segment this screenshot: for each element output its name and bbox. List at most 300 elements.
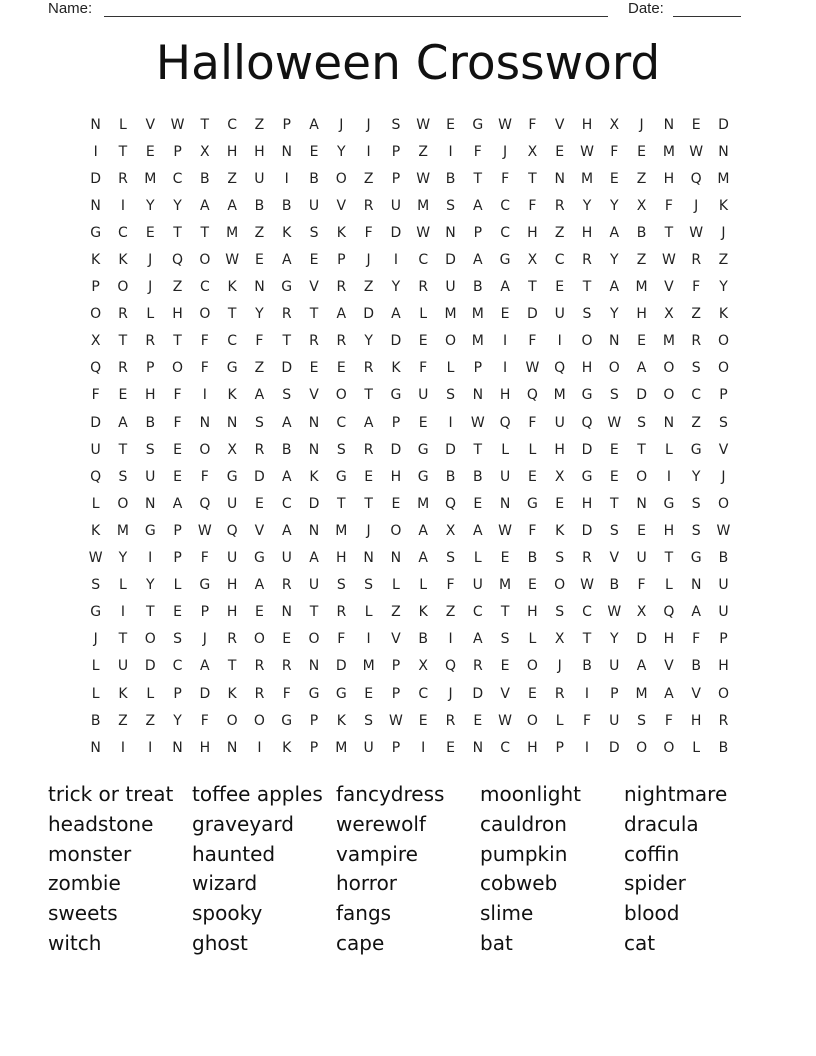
grid-letter: F — [173, 387, 182, 404]
grid-letter: E — [309, 143, 319, 160]
grid-letter: D — [445, 252, 456, 269]
grid-letter: E — [118, 387, 128, 404]
grid-letter: S — [609, 522, 619, 539]
grid-letter: I — [448, 631, 453, 648]
grid-letter: R — [254, 441, 265, 458]
grid-letter: W — [170, 116, 185, 133]
grid-letter: H — [390, 468, 402, 485]
grid-letter: R — [281, 306, 292, 323]
grid-letter: T — [473, 170, 483, 187]
grid-letter: O — [335, 170, 347, 187]
grid-letter: E — [336, 360, 346, 377]
grid-letter: O — [663, 739, 675, 756]
grid-letter: P — [391, 414, 401, 431]
grid-letter: P — [391, 739, 401, 756]
grid-letter: F — [446, 577, 455, 594]
grid-letter: T — [664, 224, 674, 241]
grid-letter: D — [390, 441, 402, 458]
grid-letter: T — [664, 550, 674, 567]
grid-letter: T — [118, 333, 128, 350]
grid-letter: P — [173, 143, 182, 160]
grid-letter: X — [636, 604, 647, 621]
grid-letter: J — [202, 631, 207, 648]
grid-letter: K — [555, 522, 565, 539]
page-title: Halloween Crossword — [155, 36, 661, 91]
grid-letter: E — [173, 468, 182, 485]
grid-letter: T — [610, 495, 619, 512]
grid-letter: C — [118, 224, 128, 241]
grid-letter: D — [527, 306, 538, 323]
grid-letter: N — [254, 279, 265, 296]
grid-letter: H — [336, 550, 347, 567]
grid-letter: S — [282, 387, 292, 404]
grid-letter: G — [90, 604, 102, 621]
grid-letter: Y — [719, 279, 728, 296]
word-list-item: cape — [336, 930, 385, 955]
grid-letter: B — [309, 170, 319, 187]
grid-letter: W — [498, 522, 513, 539]
grid-letter: G — [663, 495, 675, 512]
grid-letter: F — [528, 414, 537, 431]
grid-letter: N — [663, 414, 675, 431]
grid-letter: W — [88, 550, 103, 567]
grid-letter: M — [499, 577, 512, 594]
grid-letter: U — [499, 468, 511, 485]
grid-letter: S — [118, 468, 128, 485]
grid-letter: V — [309, 279, 319, 296]
grid-letter: Y — [145, 197, 155, 214]
grid-letter: K — [282, 739, 292, 756]
grid-letter: Y — [337, 143, 346, 160]
grid-letter: N — [90, 739, 101, 756]
grid-letter: V — [554, 116, 565, 133]
grid-letter: I — [120, 197, 126, 214]
grid-letter: A — [281, 414, 292, 431]
grid-letter: R — [582, 550, 592, 567]
grid-letter: A — [200, 658, 210, 675]
grid-letter: H — [172, 306, 183, 323]
grid-letter: B — [718, 550, 729, 567]
grid-letter: I — [148, 550, 153, 567]
grid-letter: M — [717, 170, 730, 187]
word-list-item: cauldron — [480, 811, 567, 836]
grid-letter: D — [608, 739, 620, 756]
grid-letter: R — [554, 197, 565, 214]
word-list-item: pumpkin — [480, 841, 568, 866]
grid-letter: I — [393, 252, 398, 269]
grid-letter: J — [721, 468, 726, 485]
grid-letter: I — [93, 143, 98, 160]
grid-letter: G — [499, 252, 511, 269]
grid-letter: H — [199, 739, 211, 756]
grid-letter: A — [391, 306, 401, 323]
grid-letter: Z — [363, 170, 374, 187]
grid-letter: H — [226, 577, 238, 594]
grid-letter: L — [664, 577, 673, 594]
grid-letter: X — [664, 306, 674, 323]
grid-letter: U — [609, 712, 620, 729]
grid-letter: K — [336, 224, 346, 241]
grid-letter: A — [281, 468, 292, 485]
grid-letter: A — [500, 279, 510, 296]
grid-letter: H — [254, 143, 265, 160]
grid-letter: Z — [691, 306, 701, 323]
grid-letter: B — [527, 550, 538, 567]
grid-letter: L — [692, 739, 701, 756]
grid-letter: R — [336, 279, 347, 296]
grid-letter: W — [498, 116, 513, 133]
grid-letter: K — [418, 604, 428, 621]
word-list-item: moonlight — [480, 782, 581, 806]
grid-letter: K — [91, 252, 101, 269]
grid-letter: N — [145, 495, 156, 512]
grid-letter: D — [281, 360, 293, 377]
grid-letter: I — [448, 414, 453, 431]
grid-letter: E — [364, 685, 374, 702]
grid-letter: U — [418, 387, 429, 404]
grid-letter: E — [609, 170, 619, 187]
grid-letter: V — [500, 685, 510, 702]
grid-letter: E — [637, 522, 647, 539]
grid-letter: O — [717, 495, 729, 512]
grid-letter: M — [471, 333, 484, 350]
grid-letter: F — [692, 279, 701, 296]
word-list-item: toffee apples — [192, 782, 323, 806]
grid-letter: H — [636, 306, 647, 323]
grid-letter: Z — [636, 170, 647, 187]
grid-letter: W — [498, 712, 513, 729]
grid-letter: X — [418, 658, 428, 675]
grid-letter: L — [664, 441, 673, 458]
grid-letter: S — [691, 360, 701, 377]
grid-letter: R — [227, 631, 237, 648]
grid-letter: I — [148, 739, 153, 756]
grid-letter: T — [637, 441, 646, 458]
grid-letter: E — [637, 333, 647, 350]
grid-letter: R — [418, 279, 429, 296]
grid-letter: E — [500, 658, 510, 675]
grid-letter: W — [607, 414, 622, 431]
grid-letter: Q — [172, 252, 184, 269]
grid-letter: P — [282, 116, 291, 133]
grid-letter: W — [716, 522, 731, 539]
grid-letter: A — [473, 252, 483, 269]
grid-letter: E — [691, 116, 701, 133]
grid-letter: O — [636, 468, 648, 485]
grid-letter: T — [528, 170, 537, 187]
grid-letter: H — [581, 495, 593, 512]
grid-letter: A — [281, 252, 292, 269]
grid-letter: W — [416, 224, 431, 241]
grid-letter: E — [255, 495, 264, 512]
grid-letter: D — [90, 170, 102, 187]
grid-letter: R — [309, 333, 319, 350]
grid-letter: A — [418, 550, 428, 567]
grid-letter: E — [527, 468, 537, 485]
grid-letter: P — [719, 631, 728, 648]
grid-letter: S — [309, 224, 319, 241]
grid-letter: U — [609, 658, 620, 675]
grid-letter: O — [253, 631, 265, 648]
grid-letter: K — [227, 387, 237, 404]
grid-letter: O — [717, 333, 729, 350]
grid-letter: X — [554, 631, 565, 648]
grid-letter: D — [718, 116, 729, 133]
grid-letter: U — [445, 279, 456, 296]
grid-letter: Q — [90, 360, 102, 377]
grid-letter: N — [226, 739, 238, 756]
grid-letter: R — [281, 577, 292, 594]
grid-letter: L — [419, 306, 428, 323]
grid-letter: H — [527, 224, 538, 241]
grid-letter: V — [609, 550, 620, 567]
grid-letter: F — [610, 143, 619, 160]
word-list-item: haunted — [192, 841, 276, 866]
word-list-item: horror — [336, 871, 398, 896]
grid-letter: T — [118, 143, 128, 160]
grid-letter: G — [690, 441, 702, 458]
grid-letter: O — [608, 360, 620, 377]
grid-letter: Q — [554, 360, 566, 377]
grid-letter: N — [363, 550, 374, 567]
grid-letter: H — [554, 441, 565, 458]
grid-letter: E — [555, 495, 565, 512]
grid-letter: G — [690, 550, 702, 567]
word-list-item: bat — [480, 930, 513, 955]
grid-letter: E — [173, 604, 182, 621]
grid-letter: A — [418, 522, 428, 539]
grid-letter: A — [473, 522, 483, 539]
grid-letter: H — [581, 224, 593, 241]
grid-letter: I — [557, 333, 562, 350]
grid-letter: B — [473, 279, 483, 296]
grid-letter: M — [662, 143, 675, 160]
word-list-item: spooky — [192, 901, 263, 926]
grid-letter: J — [694, 197, 699, 214]
grid-letter: N — [445, 224, 456, 241]
grid-letter: V — [718, 441, 729, 458]
grid-letter: S — [446, 197, 455, 214]
grid-letter: T — [309, 306, 319, 323]
grid-letter: Z — [363, 279, 374, 296]
grid-letter: M — [335, 739, 348, 756]
grid-letter: O — [199, 306, 211, 323]
grid-letter: E — [637, 143, 647, 160]
grid-letter: Q — [90, 468, 102, 485]
grid-letter: D — [90, 414, 102, 431]
grid-letter: U — [90, 441, 101, 458]
grid-letter: Z — [554, 224, 565, 241]
grid-letter: Z — [445, 604, 456, 621]
grid-letter: Y — [391, 279, 401, 296]
grid-letter: V — [254, 522, 265, 539]
grid-letter: S — [555, 550, 565, 567]
grid-letter: P — [473, 224, 483, 241]
word-list-item: vampire — [336, 841, 418, 866]
grid-letter: C — [199, 279, 210, 296]
grid-letter: D — [335, 658, 347, 675]
grid-letter: Q — [444, 495, 457, 512]
grid-letter: Q — [199, 495, 211, 512]
grid-letter: E — [391, 495, 401, 512]
grid-letter: R — [554, 685, 565, 702]
grid-letter: Z — [145, 712, 156, 729]
grid-letter: U — [308, 577, 320, 594]
grid-letter: A — [254, 577, 265, 594]
grid-letter: F — [173, 414, 182, 431]
grid-letter: E — [527, 685, 537, 702]
grid-letter: K — [227, 279, 237, 296]
grid-letter: V — [664, 279, 674, 296]
grid-letter: W — [525, 360, 540, 377]
grid-letter: Z — [254, 224, 265, 241]
grid-letter: Q — [499, 414, 511, 431]
grid-letter: G — [472, 116, 484, 133]
grid-letter: F — [337, 631, 346, 648]
grid-letter: L — [91, 685, 100, 702]
grid-letter: S — [91, 577, 101, 594]
grid-letter: G — [90, 224, 102, 241]
grid-letter: Y — [255, 306, 264, 323]
grid-letter: V — [664, 658, 674, 675]
grid-letter: W — [388, 712, 403, 729]
grid-letter: B — [473, 468, 483, 485]
grid-letter: D — [363, 306, 374, 323]
grid-letter: T — [282, 333, 291, 350]
grid-letter: B — [636, 224, 647, 241]
grid-letter: M — [116, 522, 129, 539]
grid-letter: A — [281, 522, 292, 539]
grid-letter: H — [581, 116, 593, 133]
grid-letter: P — [473, 360, 483, 377]
grid-letter: T — [118, 631, 128, 648]
grid-letter: X — [554, 468, 565, 485]
grid-letter: E — [282, 631, 292, 648]
grid-letter: N — [308, 658, 320, 675]
grid-letter: T — [364, 387, 373, 404]
grid-letter: K — [391, 360, 401, 377]
grid-letter: F — [282, 685, 291, 702]
grid-letter: U — [390, 197, 402, 214]
grid-letter: S — [582, 306, 592, 323]
header-fields — [48, 0, 748, 20]
word-list-item: monster — [48, 841, 132, 866]
grid-letter: A — [309, 116, 319, 133]
grid-letter: C — [418, 252, 429, 269]
word-list-item: trick or treat — [48, 782, 174, 806]
grid-letter: Y — [582, 197, 592, 214]
grid-letter: G — [226, 360, 238, 377]
grid-letter: O — [581, 333, 593, 350]
grid-letter: U — [718, 604, 729, 621]
grid-letter: K — [118, 685, 128, 702]
grid-letter: P — [91, 279, 100, 296]
grid-letter: F — [200, 712, 209, 729]
grid-letter: G — [390, 387, 402, 404]
grid-letter: N — [718, 143, 729, 160]
grid-letter: N — [308, 414, 320, 431]
grid-letter: E — [173, 441, 182, 458]
grid-letter: P — [610, 685, 619, 702]
grid-letter: W — [225, 252, 240, 269]
grid-letter: U — [308, 197, 320, 214]
grid-letter: L — [392, 577, 400, 594]
grid-letter: R — [363, 360, 374, 377]
grid-letter: S — [145, 441, 155, 458]
grid-letter: G — [417, 441, 429, 458]
grid-letter: F — [473, 143, 482, 160]
grid-letter: F — [528, 116, 537, 133]
grid-letter: V — [309, 387, 319, 404]
grid-letter: E — [309, 360, 319, 377]
grid-letter: W — [580, 143, 594, 160]
grid-letter: S — [254, 414, 264, 431]
grid-letter: L — [146, 685, 155, 702]
grid-letter: G — [199, 577, 211, 594]
grid-letter: X — [527, 252, 538, 269]
grid-letter: E — [364, 468, 374, 485]
grid-letter: S — [691, 495, 701, 512]
grid-letter: O — [226, 712, 238, 729]
grid-letter: Z — [172, 279, 183, 296]
grid-letter: C — [691, 387, 702, 404]
grid-letter: Y — [691, 468, 701, 485]
grid-letter: Y — [610, 197, 619, 214]
grid-letter: B — [445, 468, 456, 485]
grid-letter: N — [636, 495, 647, 512]
grid-letter: P — [391, 658, 401, 675]
grid-letter: K — [718, 306, 729, 323]
grid-letter: I — [666, 468, 671, 485]
grid-letter: Q — [690, 170, 702, 187]
grid-letter: R — [145, 333, 156, 350]
grid-letter: P — [309, 739, 319, 756]
grid-letter: S — [336, 441, 346, 458]
word-list-item: cobweb — [480, 871, 558, 896]
grid-letter: I — [421, 739, 426, 756]
grid-letter: G — [417, 468, 429, 485]
grid-letter: F — [200, 550, 209, 567]
grid-letter: D — [390, 333, 402, 350]
grid-letter: G — [254, 550, 265, 567]
date-blank-line — [673, 16, 741, 17]
grid-letter: D — [636, 631, 647, 648]
grid-letter: P — [309, 712, 319, 729]
grid-letter: W — [689, 143, 704, 160]
grid-letter: F — [637, 577, 646, 594]
grid-letter: T — [227, 658, 237, 675]
grid-letter: N — [281, 604, 292, 621]
grid-letter: X — [200, 143, 210, 160]
grid-letter: C — [281, 495, 292, 512]
grid-letter: O — [526, 658, 538, 675]
grid-letter: B — [718, 739, 729, 756]
grid-letter: N — [690, 577, 702, 594]
grid-letter: S — [336, 577, 346, 594]
grid-letter: Y — [610, 631, 619, 648]
grid-letter: P — [391, 170, 401, 187]
grid-letter: E — [446, 116, 455, 133]
grid-letter: A — [691, 604, 701, 621]
grid-letter: D — [308, 495, 320, 512]
grid-letter: U — [636, 550, 647, 567]
grid-letter: I — [202, 387, 207, 404]
grid-letter: D — [636, 387, 647, 404]
grid-letter: B — [200, 170, 210, 187]
grid-letter: N — [663, 116, 675, 133]
grid-letter: Y — [118, 550, 128, 567]
grid-letter: S — [555, 604, 565, 621]
